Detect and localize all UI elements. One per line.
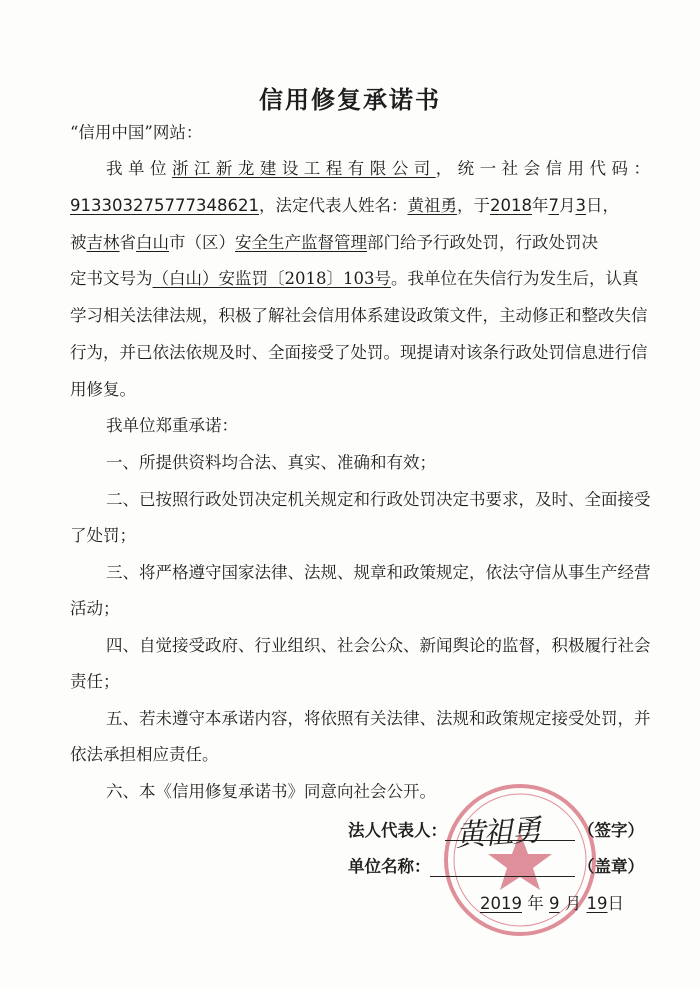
intro-line-6: 行为，并已依法依规及时、全面接受了处罚。现提请对该条行政处罚信息进行信 [70, 343, 648, 362]
intro-line-1: 我单位浙江新龙建设工程有限公司，统一社会信用代码： [106, 159, 651, 178]
commitment-item-6: 六、本《信用修复承诺书》同意向社会公开。 [106, 782, 436, 801]
sign-year: 2019 [480, 894, 522, 913]
credit-code: 913303275777348621 [70, 196, 259, 215]
department: 安全生产监督管理 [235, 233, 367, 252]
salutation: “信用中国”网站： [70, 123, 203, 142]
commitment-item-4-cont: 责任； [70, 672, 120, 691]
unit-name-line [430, 856, 575, 877]
seal-suffix: （盖章） [578, 857, 644, 876]
intro-line-4: 定书文号为（白山）安监罚〔2018〕103号。我单位在失信行为发生后，认真 [70, 269, 639, 288]
company-name: 浙江新龙建设工程有限公司 [171, 159, 436, 178]
penalty-month: 7 [548, 196, 559, 215]
city: 白山 [136, 233, 169, 252]
commitment-item-2: 二、已按照行政处罚决定机关规定和行政处罚决定书要求，及时、全面接受 [106, 490, 651, 509]
commitment-item-1: 一、所提供资料均合法、真实、准确和有效； [106, 453, 436, 472]
intro-line-3: 被吉林省白山市（区）安全生产监督管理部门给予行政处罚，行政处罚决 [70, 233, 598, 252]
sign-suffix: （签字） [578, 821, 644, 840]
legal-rep-label: 法人代表人： [348, 821, 447, 840]
decision-number: （白山）安监罚〔2018〕103号 [152, 269, 391, 288]
commitment-item-3: 三、将严格遵守国家法律、法规、规章和政策规定，依法守信从事生产经营 [106, 563, 651, 582]
commitment-heading: 我单位郑重承诺： [106, 416, 238, 435]
commitment-item-5-cont: 依法承担相应责任。 [70, 745, 219, 764]
sign-date: 2019 年 9 月 19日 [480, 894, 624, 913]
province: 吉林 [86, 233, 120, 252]
document-title: 信用修复承诺书 [259, 86, 441, 114]
commitment-item-4: 四、自觉接受政府、行业组织、社会公众、新闻舆论的监督，积极履行社会 [106, 636, 651, 655]
penalty-day: 3 [575, 196, 586, 215]
commitment-item-5: 五、若未遵守本承诺内容，将依照有关法律、法规和政策规定接受处罚，并 [106, 709, 651, 728]
intro-line-7: 用修复。 [70, 380, 136, 399]
sign-day: 19 [586, 894, 608, 913]
penalty-year: 2018 [489, 196, 532, 215]
handwritten-signature: 黄祖勇 [454, 813, 541, 854]
intro-line-2: 913303275777348621，法定代表人姓名：黄祖勇，于2018年7月3日， [70, 196, 619, 215]
intro-line-5: 学习相关法律法规，积极了解社会信用体系建设政策文件，主动修正和整改失信 [70, 306, 648, 325]
commitment-item-2-cont: 了处罚； [70, 526, 136, 545]
unit-name-label: 单位名称： [348, 857, 431, 876]
rep-name: 黄祖勇 [407, 196, 457, 215]
commitment-item-3-cont: 活动； [70, 599, 120, 618]
sign-month: 9 [549, 894, 560, 913]
